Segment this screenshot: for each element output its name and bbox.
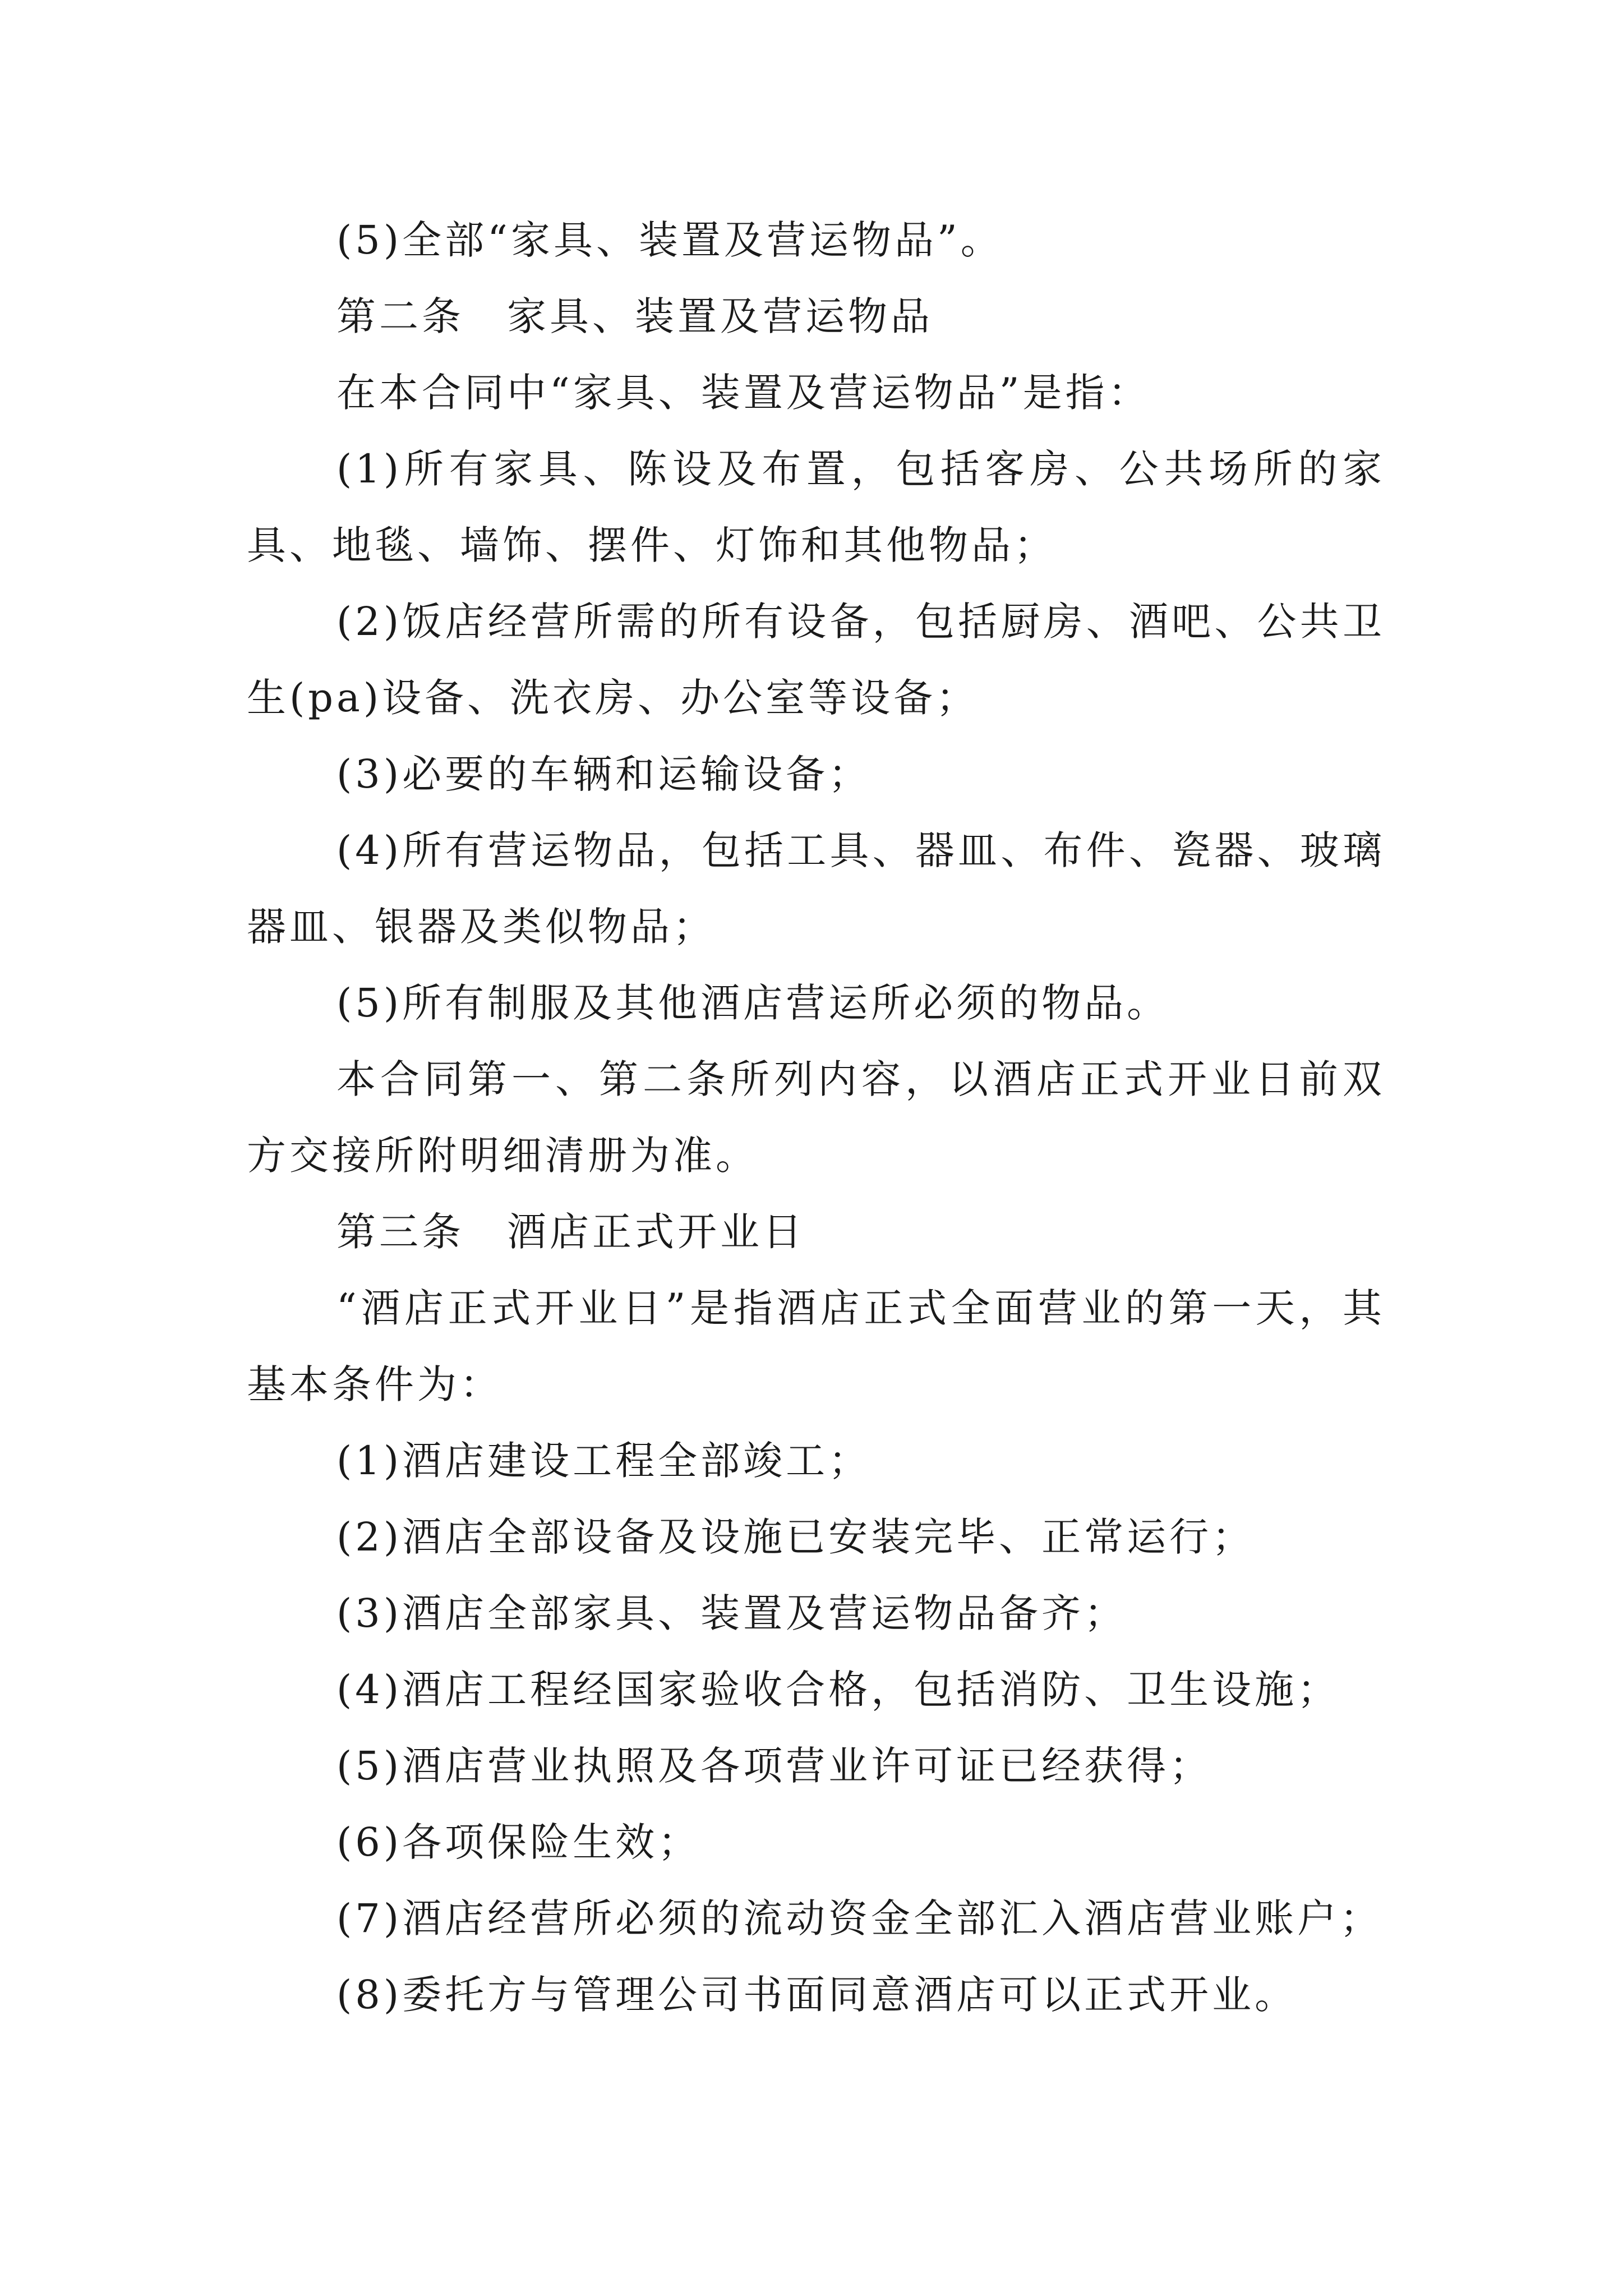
article-2-item-4: (4)所有营运物品，包括工具、器皿、布件、瓷器、玻璃器皿、银器及类似物品； [247,827,1385,950]
article-2-item-1: (1)所有家具、陈设及布置，包括客房、公共场所的家具、地毯、墙饰、摆件、灯饰和其他物品； [247,446,1385,568]
document-body [247,202,1385,2033]
article-3-item-2: (2)酒店全部设备及设施已安装完毕、正常运行； [336,1514,1255,1560]
article-3-intro: “酒店正式开业日”是指酒店正式全面营业的第一天，其基本条件为： [247,1285,1385,1407]
article-2-closing: 本合同第一、第二条所列内容，以酒店正式开业日前双方交接所附明细清册为准。 [247,1056,1385,1179]
article-3-item-6: (6)各项保险生效； [336,1819,701,1865]
article-3-item-7: (7)酒店经营所必须的流动资金全部汇入酒店营业账户； [336,1895,1383,1941]
paragraph-item-5-all-furniture: (5)全部“家具、装置及营运物品”。 [336,217,1003,263]
article-3-heading: 第三条 酒店正式开业日 [336,1209,805,1255]
article-3-item-5: (5)酒店营业执照及各项营业许可证已经获得； [336,1743,1212,1789]
article-3-item-4: (4)酒店工程经国家验收合格，包括消防、卫生设施； [336,1667,1340,1713]
article-3-item-8: (8)委托方与管理公司书面同意酒店可以正式开业。 [336,1972,1298,2018]
article-2-item-5: (5)所有制服及其他酒店营运所必须的物品。 [336,980,1170,1026]
article-2-heading: 第二条 家具、装置及营运物品 [336,293,933,339]
article-3-item-1: (1)酒店建设工程全部竣工； [336,1438,872,1484]
article-2-item-3: (3)必要的车辆和运输设备； [336,751,872,797]
article-3-item-3: (3)酒店全部家具、装置及营运物品备齐； [336,1590,1127,1636]
article-2-intro: 在本合同中“家具、装置及营运物品”是指： [336,370,1151,416]
article-2-item-2: (2)饭店经营所需的所有设备，包括厨房、酒吧、公共卫生(pa)设备、洗衣房、办公室等设备； [247,599,1385,721]
